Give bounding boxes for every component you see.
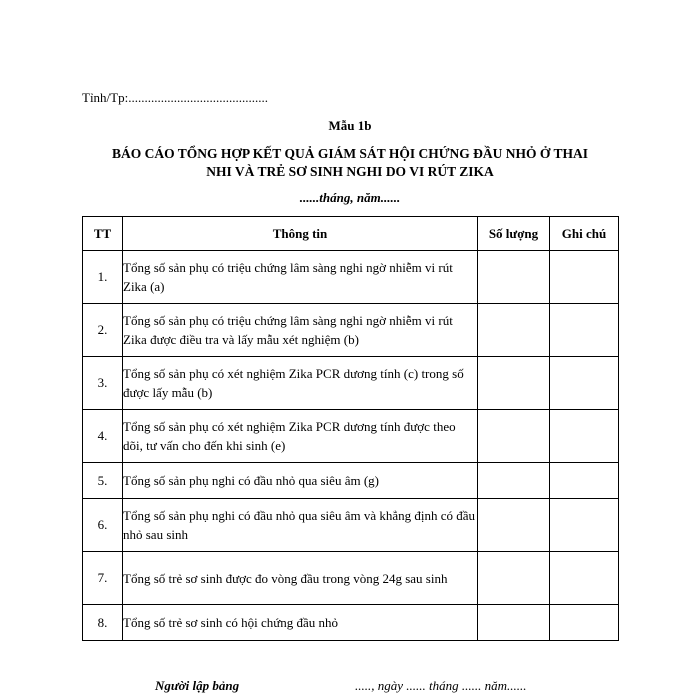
row-quantity-cell <box>478 251 550 304</box>
row-quantity-cell <box>478 552 550 605</box>
row-note-cell <box>550 357 619 410</box>
row-number: 4. <box>83 410 123 463</box>
row-note-cell <box>550 499 619 552</box>
table-row <box>83 304 619 357</box>
row-info: Tổng số sản phụ có triệu chứng lâm sàng nghi ngờ nhiễm vi rút Zika được điều tra và lấy mẫu xét nghiệm (b) <box>123 304 478 357</box>
row-note-cell <box>550 304 619 357</box>
row-quantity-cell <box>478 605 550 641</box>
summary-table <box>82 216 619 641</box>
report-period: ......tháng, năm...... <box>299 190 401 205</box>
form-code: Mẫu 1b <box>328 118 372 133</box>
row-info: Tổng số sản phụ có triệu chứng lâm sàng nghi ngờ nhiễm vi rút Zika (a) <box>123 251 478 304</box>
table-row <box>83 251 619 304</box>
row-note-cell <box>550 552 619 605</box>
row-info: Tổng số sản phụ có xét nghiệm Zika PCR dương tính được theo dõi, tư vấn cho đến khi sinh (e) <box>123 410 478 463</box>
row-quantity-cell <box>478 463 550 499</box>
row-quantity-cell <box>478 357 550 410</box>
row-quantity-cell <box>478 304 550 357</box>
row-info: Tổng số sản phụ nghi có đầu nhỏ qua siêu âm và khẳng định có đầu nhỏ sau sinh <box>123 499 478 552</box>
date-line: ....., ngày ...... tháng ...... năm...... <box>355 678 527 693</box>
report-title-line2: NHI VÀ TRẺ SƠ SINH NGHI DO VI RÚT ZIKA <box>206 164 494 179</box>
row-number: 2. <box>83 304 123 357</box>
header-notes: Ghi chú <box>550 217 619 251</box>
row-note-cell <box>550 463 619 499</box>
table-row <box>83 499 619 552</box>
row-number: 1. <box>83 251 123 304</box>
row-number: 6. <box>83 499 123 552</box>
table-header-row <box>83 217 619 251</box>
table-row <box>83 605 619 641</box>
header-quantity: Số lượng <box>478 217 550 251</box>
province-label: Tỉnh/Tp:........................................... <box>82 90 268 105</box>
row-note-cell <box>550 605 619 641</box>
row-info: Tổng số trẻ sơ sinh có hội chứng đầu nhỏ <box>123 605 478 641</box>
preparer-label: Người lập bảng <box>155 678 240 693</box>
report-title-line1: BÁO CÁO TỔNG HỢP KẾT QUẢ GIÁM SÁT HỘI CHỨNG ĐẦU NHỎ Ở THAI <box>112 146 588 161</box>
table-row <box>83 410 619 463</box>
row-number: 8. <box>83 605 123 641</box>
row-number: 7. <box>83 552 123 605</box>
header-info: Thông tin <box>123 217 478 251</box>
header-tt: TT <box>83 217 123 251</box>
row-info: Tổng số trẻ sơ sinh được đo vòng đầu trong vòng 24g sau sinh <box>123 552 478 605</box>
table-row <box>83 463 619 499</box>
row-note-cell <box>550 410 619 463</box>
table-row <box>83 552 619 605</box>
row-note-cell <box>550 251 619 304</box>
report-title <box>70 145 630 181</box>
row-number: 5. <box>83 463 123 499</box>
row-info: Tổng số sản phụ nghi có đầu nhỏ qua siêu âm (g) <box>123 463 478 499</box>
table-row <box>83 357 619 410</box>
row-number: 3. <box>83 357 123 410</box>
row-info: Tổng số sản phụ có xét nghiệm Zika PCR dương tính (c) trong số được lấy mẫu (b) <box>123 357 478 410</box>
row-quantity-cell <box>478 499 550 552</box>
row-quantity-cell <box>478 410 550 463</box>
